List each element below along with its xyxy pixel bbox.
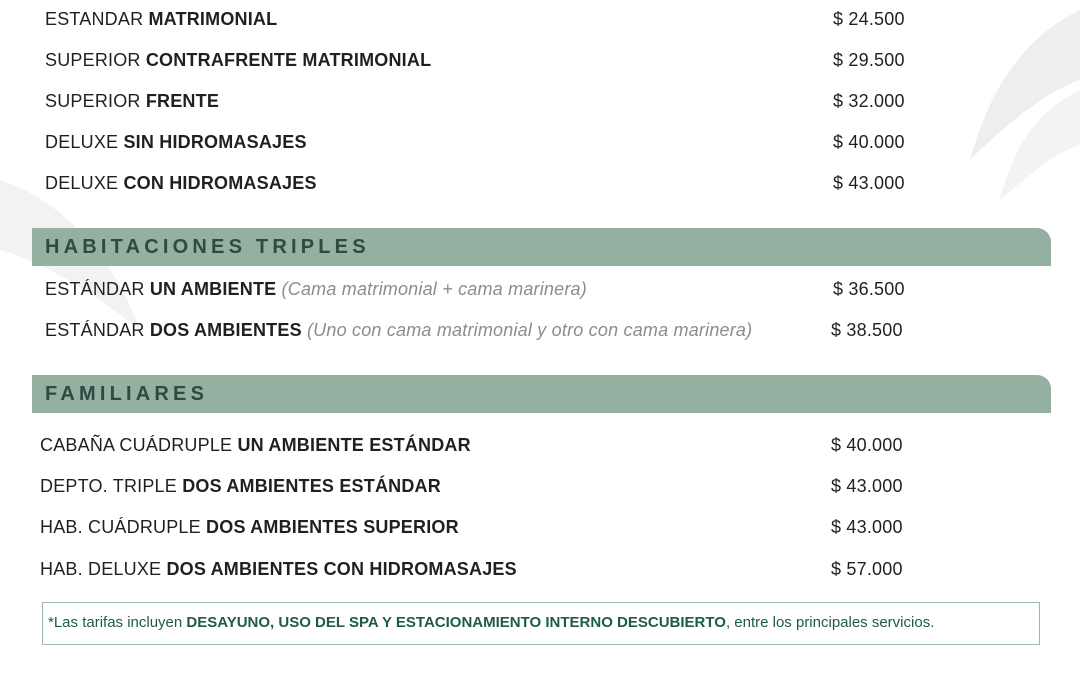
section-title: HABITACIONES TRIPLES	[45, 236, 370, 258]
room-price: $ 38.500	[831, 320, 903, 340]
room-price: $ 40.000	[833, 132, 905, 152]
room-name: SUPERIOR FRENTE	[45, 91, 220, 111]
room-name: DELUXE SIN HIDROMASAJES	[45, 132, 307, 152]
room-name: CABAÑA CUÁDRUPLE UN AMBIENTE ESTÁNDAR	[40, 435, 471, 455]
room-row	[0, 550, 1080, 591]
section-header-triples	[32, 228, 1051, 266]
room-name: ESTÁNDAR UN AMBIENTE (Cama matrimonial + cama marinera)	[45, 279, 587, 299]
room-price: $ 57.000	[831, 559, 903, 579]
room-price: $ 36.500	[833, 279, 905, 299]
room-note: (Uno con cama matrimonial y otro con cama marinera)	[301, 320, 753, 340]
room-price: $ 29.500	[833, 50, 905, 70]
room-row	[0, 311, 1080, 352]
room-name: HAB. CUÁDRUPLE DOS AMBIENTES SUPERIOR	[40, 517, 459, 537]
footnote-text: *Las tarifas incluyen DESAYUNO, USO DEL SPA Y ESTACIONAMIENTO INTERNO DESCUBIERTO, entre los principales servicios.	[48, 614, 935, 631]
room-row	[0, 270, 1080, 311]
room-row	[0, 164, 1080, 205]
room-price: $ 40.000	[831, 435, 903, 455]
room-row	[0, 0, 1080, 41]
room-note: (Cama matrimonial + cama marinera)	[276, 279, 587, 299]
room-row	[0, 123, 1080, 164]
room-row	[0, 508, 1080, 549]
room-name: DEPTO. TRIPLE DOS AMBIENTES ESTÁNDAR	[40, 476, 441, 496]
room-name: ESTANDAR MATRIMONIAL	[45, 9, 278, 29]
room-price: $ 24.500	[833, 9, 905, 29]
room-row	[0, 426, 1080, 467]
room-name: SUPERIOR CONTRAFRENTE MATRIMONIAL	[45, 50, 432, 70]
room-name: HAB. DELUXE DOS AMBIENTES CON HIDROMASAJES	[40, 559, 517, 579]
footnote-box	[42, 602, 1040, 645]
section-title: FAMILIARES	[45, 383, 209, 405]
room-row	[0, 82, 1080, 123]
room-price: $ 32.000	[833, 91, 905, 111]
room-row	[0, 467, 1080, 508]
room-price: $ 43.000	[831, 476, 903, 496]
room-name: ESTÁNDAR DOS AMBIENTES (Uno con cama matrimonial y otro con cama marinera)	[45, 320, 753, 340]
section-header-familiares	[32, 375, 1051, 413]
room-name: DELUXE CON HIDROMASAJES	[45, 173, 317, 193]
room-price: $ 43.000	[833, 173, 905, 193]
room-row	[0, 41, 1080, 82]
room-price: $ 43.000	[831, 517, 903, 537]
